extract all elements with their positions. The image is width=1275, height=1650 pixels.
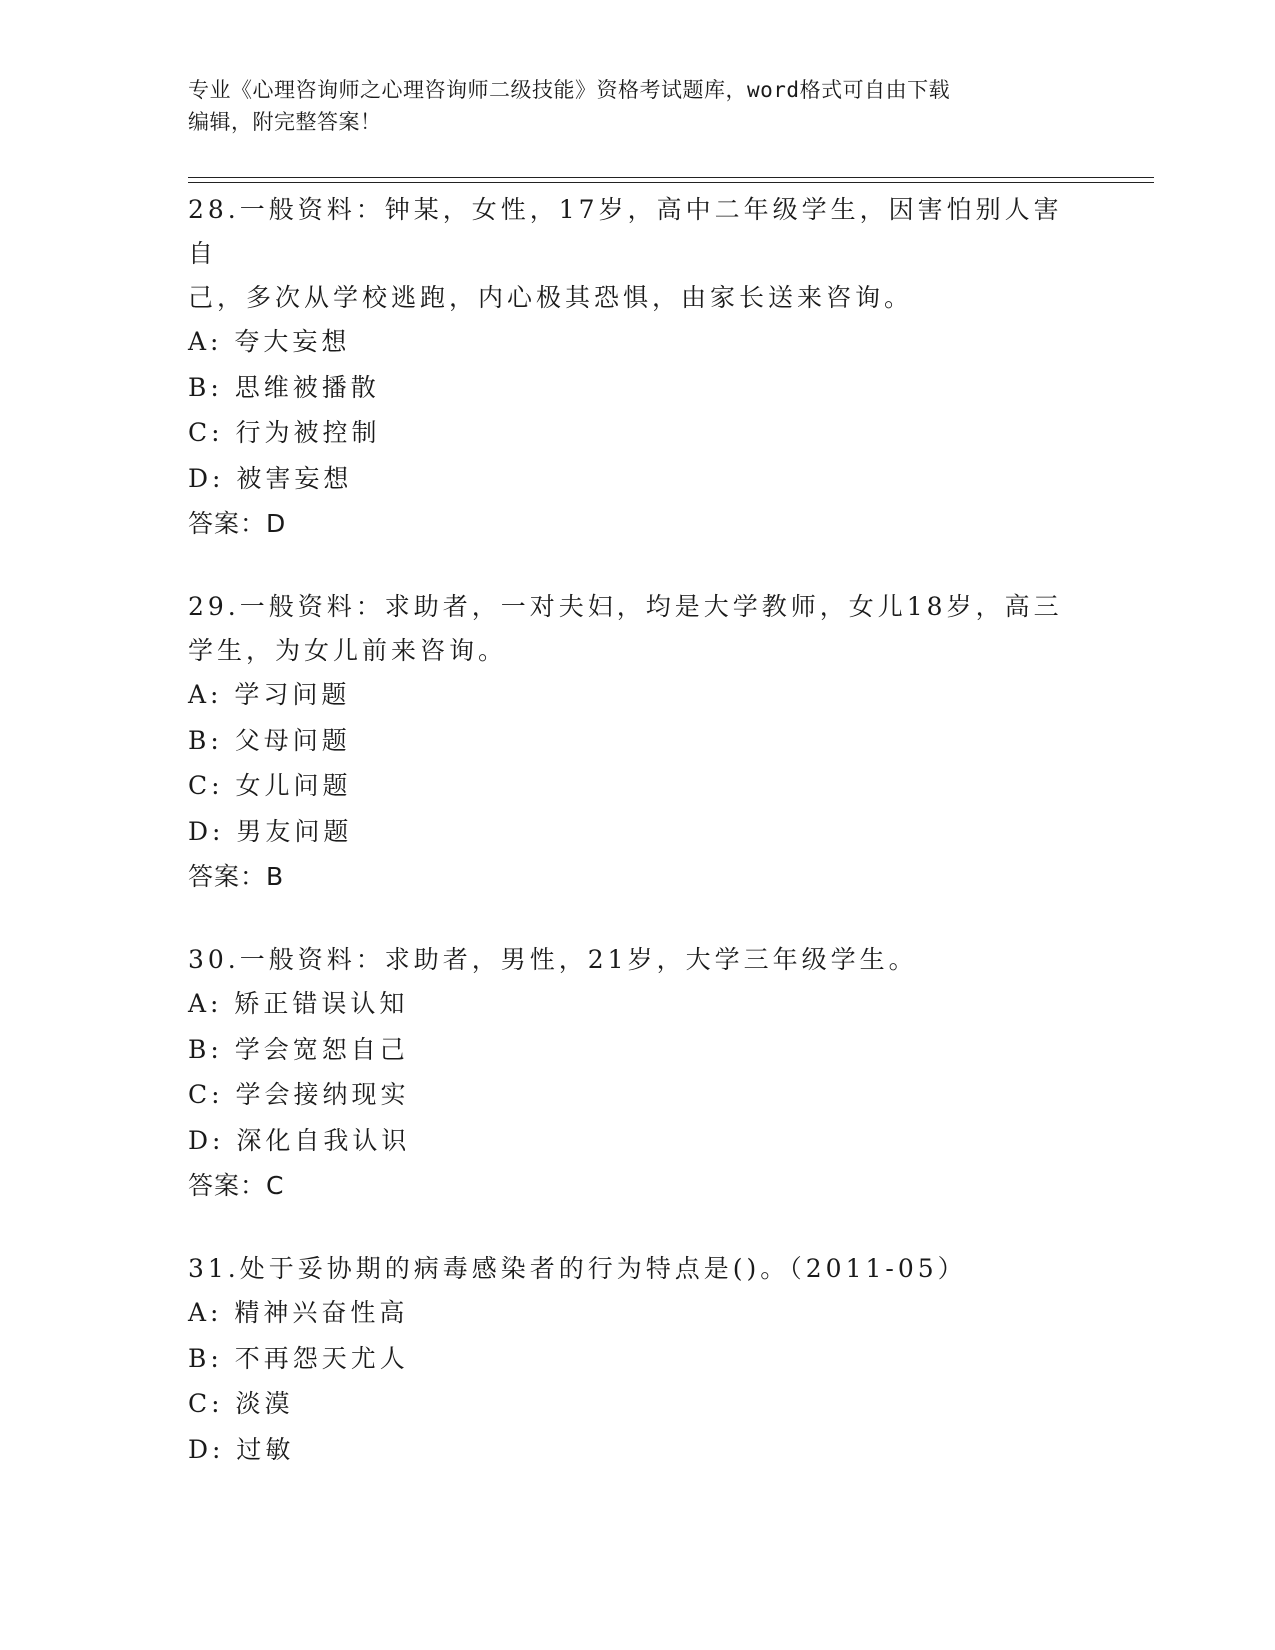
option-a: A: 学习问题 (188, 680, 351, 709)
question-31 (188, 1247, 1088, 1473)
question-stem-line-1: 30.一般资料：求助者，男性，21岁，大学三年级学生。 (188, 945, 918, 974)
header-divider-bottom (188, 182, 1154, 183)
option-b: B: 父母问题 (188, 725, 351, 755)
header-line-1: 专业《心理咨询师之心理咨询师二级技能》资格考试题库，word格式可自由下载 (188, 78, 951, 102)
answer-label: 答案：B (188, 862, 285, 891)
question-stem (188, 1247, 1088, 1291)
question-list (188, 188, 1088, 1511)
option-d: D: 过敏 (188, 1434, 295, 1464)
option-d: D: 男友问题 (188, 816, 353, 846)
option-c: C: 女儿问题 (188, 771, 352, 800)
document-header (188, 74, 1088, 138)
question-stem (188, 938, 1088, 982)
option-d: D: 被害妄想 (188, 463, 353, 493)
question-30 (188, 938, 1088, 1209)
question-stem-line-2: 己，多次从学校逃跑，内心极其恐惧，由家长送来咨询。 (188, 283, 914, 312)
question-stem (188, 585, 1088, 673)
header-divider-top (188, 177, 1154, 178)
option-b: B: 不再怨天尤人 (188, 1343, 409, 1373)
option-a: A: 精神兴奋性高 (188, 1298, 409, 1327)
question-28 (188, 188, 1088, 547)
question-stem-line-2: 学生，为女儿前来咨询。 (188, 636, 508, 665)
question-29 (188, 585, 1088, 900)
option-b: B: 学会宽恕自己 (188, 1034, 409, 1064)
option-c: C: 行为被控制 (188, 418, 381, 447)
option-d: D: 深化自我认识 (188, 1125, 411, 1155)
question-stem (188, 188, 1088, 320)
option-c: C: 学会接纳现实 (188, 1080, 410, 1109)
question-stem-line-1: 29.一般资料：求助者，一对夫妇，均是大学教师，女儿18岁，高三 (188, 592, 1063, 621)
option-a: A: 矫正错误认知 (188, 989, 409, 1018)
answer-label: 答案：C (188, 1171, 285, 1200)
option-a: A: 夸大妄想 (188, 327, 351, 356)
question-stem-line-1: 31.处于妥协期的病毒感染者的行为特点是()。（2011-05） (188, 1254, 967, 1283)
option-b: B: 思维被播散 (188, 372, 380, 402)
header-line-2: 编辑，附完整答案！ (188, 110, 382, 134)
question-stem-line-1: 28.一般资料：钟某，女性，17岁，高中二年级学生，因害怕别人害自 (188, 195, 1063, 268)
option-c: C: 淡漠 (188, 1389, 294, 1418)
answer-label: 答案：D (188, 509, 287, 538)
